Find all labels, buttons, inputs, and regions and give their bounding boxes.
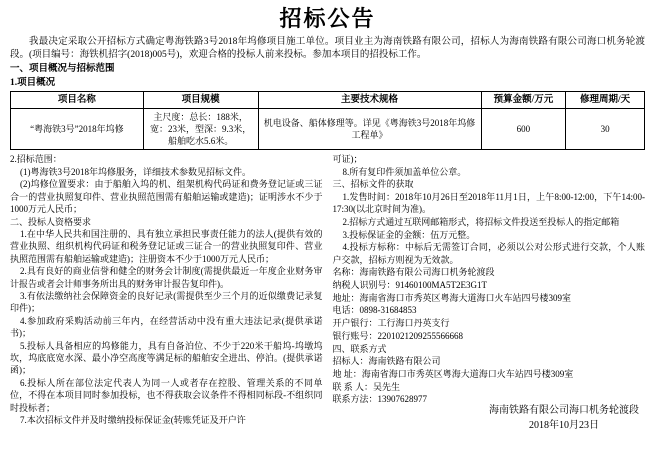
qualification-item: 4.参加政府采购活动前三年内，在经营活动中没有重大违法记录(提供承诺书)；	[10, 316, 323, 339]
column-header-period: 修理周期/天	[566, 92, 645, 109]
qualification-item: 8.所有复印件须加盖单位公章。	[342, 166, 467, 177]
cell-project-period: 30	[566, 109, 645, 150]
section1-subheading: 1.项目概况	[10, 77, 56, 88]
section2-heading: 2.招标范围：	[10, 154, 62, 164]
body-columns	[10, 153, 645, 427]
qualification-item: 2.具有良好的商业信誉和健全的财务会计制度(需提供最近一年度企业财务审计报告或者会计师事务所出具的财务审计报告复印件)。	[10, 266, 323, 289]
contact-person: 联 系 人：吴先生	[332, 381, 401, 392]
signature-block	[489, 403, 639, 433]
cell-project-name: “粤海铁3号”2018年坞修	[11, 109, 144, 150]
column-header-spec: 主要技术规格	[258, 92, 481, 109]
cell-project-spec: 机电设备、船体修理等。详见《粤海铁3号2018年坞修工程单》	[258, 109, 481, 150]
cell-project-scale: 主尺度：总长：188米，宽：23米，型深：9.3米，船舶吃水5.6米。	[143, 109, 258, 150]
section4-heading: 三、招标文件的获取	[332, 179, 414, 190]
section3-heading: 二、投标人资格要求	[10, 216, 92, 227]
column-header-budget: 预算金额/万元	[481, 92, 566, 109]
section2-item: (2)坞修位置要求：由于船舶入坞的机、组架机构代码证和费务登记证或三证合一的营业执照复印件、营业执照范围需有船舶运输或建造)；证明涉水不少于1000万元人民币；	[10, 179, 323, 214]
taxpayer-id: 纳税人识别号：91460100MA5T2E3G1T	[332, 280, 487, 291]
qualification-item: 6.投标人所在部位法定代表人为同一人或者存在控股、管理关系的不同单位，不得在本项目同时参加投标，也不得获取会议条件不得相同标段-不组织同时投标者；	[10, 378, 323, 413]
account-name: 名称：海南铁路有限公司海口机务轮渡段	[332, 267, 495, 278]
section1-heading: 一、项目概况与招标范围	[10, 64, 115, 74]
column-header-scale: 项目规模	[143, 92, 258, 109]
page-title: 招标公告	[279, 6, 376, 31]
project-table	[10, 91, 645, 150]
account-bank: 开户银行：工行海口丹英支行	[332, 318, 450, 329]
column-header-name: 项目名称	[11, 92, 144, 109]
account-number: 银行账号：2201021209255566668	[332, 330, 464, 341]
intro-paragraph: 我最决定采取公开招标方式确定粤海铁路3号2018年坞修项目施工单位。项目业主为海南铁路有限公司，招标人为海南铁路有限公司海口机务轮渡段。(项目编号：海铁机招字(2018)005号)，欢迎合格的投标人前来投标。参加本项目的招投标工作。	[10, 37, 645, 60]
signature-date: 2018年10月23日	[529, 420, 599, 431]
contact-phone: 联系方法：13907628977	[332, 394, 428, 405]
left-column	[10, 153, 323, 427]
cell-project-budget: 600	[481, 109, 566, 150]
qualification-item: 1.在中华人民共和国注册的、具有独立承担民事责任能力的法人(提供有效的营业执照、组织机构代码证和税务登记证或三证合一的营业执照复印件、营业执照范围需有船舶运输或建造)；注册资本不少于1000万元人民币；	[10, 229, 323, 264]
qualification-item: 7.本次招标文件并及时缴纳投标保证金(转账凭证及开户许	[20, 415, 246, 426]
section5-heading: 四、联系方式	[332, 343, 387, 354]
account-address: 地址：海南省海口市秀英区粤海大道海口火车站四号楼309室	[332, 292, 572, 303]
continuation-line: 可证)；	[332, 154, 363, 164]
contact-address: 地 址：海南省海口市秀英区粤海大道海口火车站四号楼309室	[332, 368, 574, 379]
qualification-item: 3.有依法缴纳社会保障资金的良好记录(需提供至少三个月的近似缴费记录复印件)；	[10, 291, 323, 314]
right-column	[333, 153, 646, 427]
table-row	[11, 109, 645, 150]
contact-org: 招标人：海南铁路有限公司	[332, 356, 441, 367]
qualification-item: 5.投标人具备相应的坞修能力，具有自备泊位、不少于220米干船坞-坞墩坞坎，坞底底宽水深、最小净空高度等满足标的船舶安全进出、停泊。(提供承诺函)；	[10, 341, 323, 376]
account-phone: 电话：0898-31684853	[332, 305, 417, 316]
section2-item: (1)粤海铁3号2018年坞修服务，详细技术参数见招标文件。	[20, 166, 251, 177]
acquisition-item: 1.发售时间：2018年10月26日至2018年11月1日，上午8:00-12:00，下午14:00-17:30(以北京时间为准)。	[332, 192, 645, 215]
acquisition-item: 3.投标保证金的金额：伍万元整。	[342, 229, 476, 240]
acquisition-item: 2.招标方式通过互联网邮箱形式，将招标文件投送至投标人的指定邮箱	[342, 217, 620, 228]
acquisition-item: 4.投标方标称：中标后无需签订合同，必须以公对公形式进行交款，个人账户交款，招标方则视为无效款。	[332, 242, 645, 265]
signature-org: 海南铁路有限公司海口机务轮渡段	[489, 405, 639, 416]
table-header-row	[11, 92, 645, 109]
